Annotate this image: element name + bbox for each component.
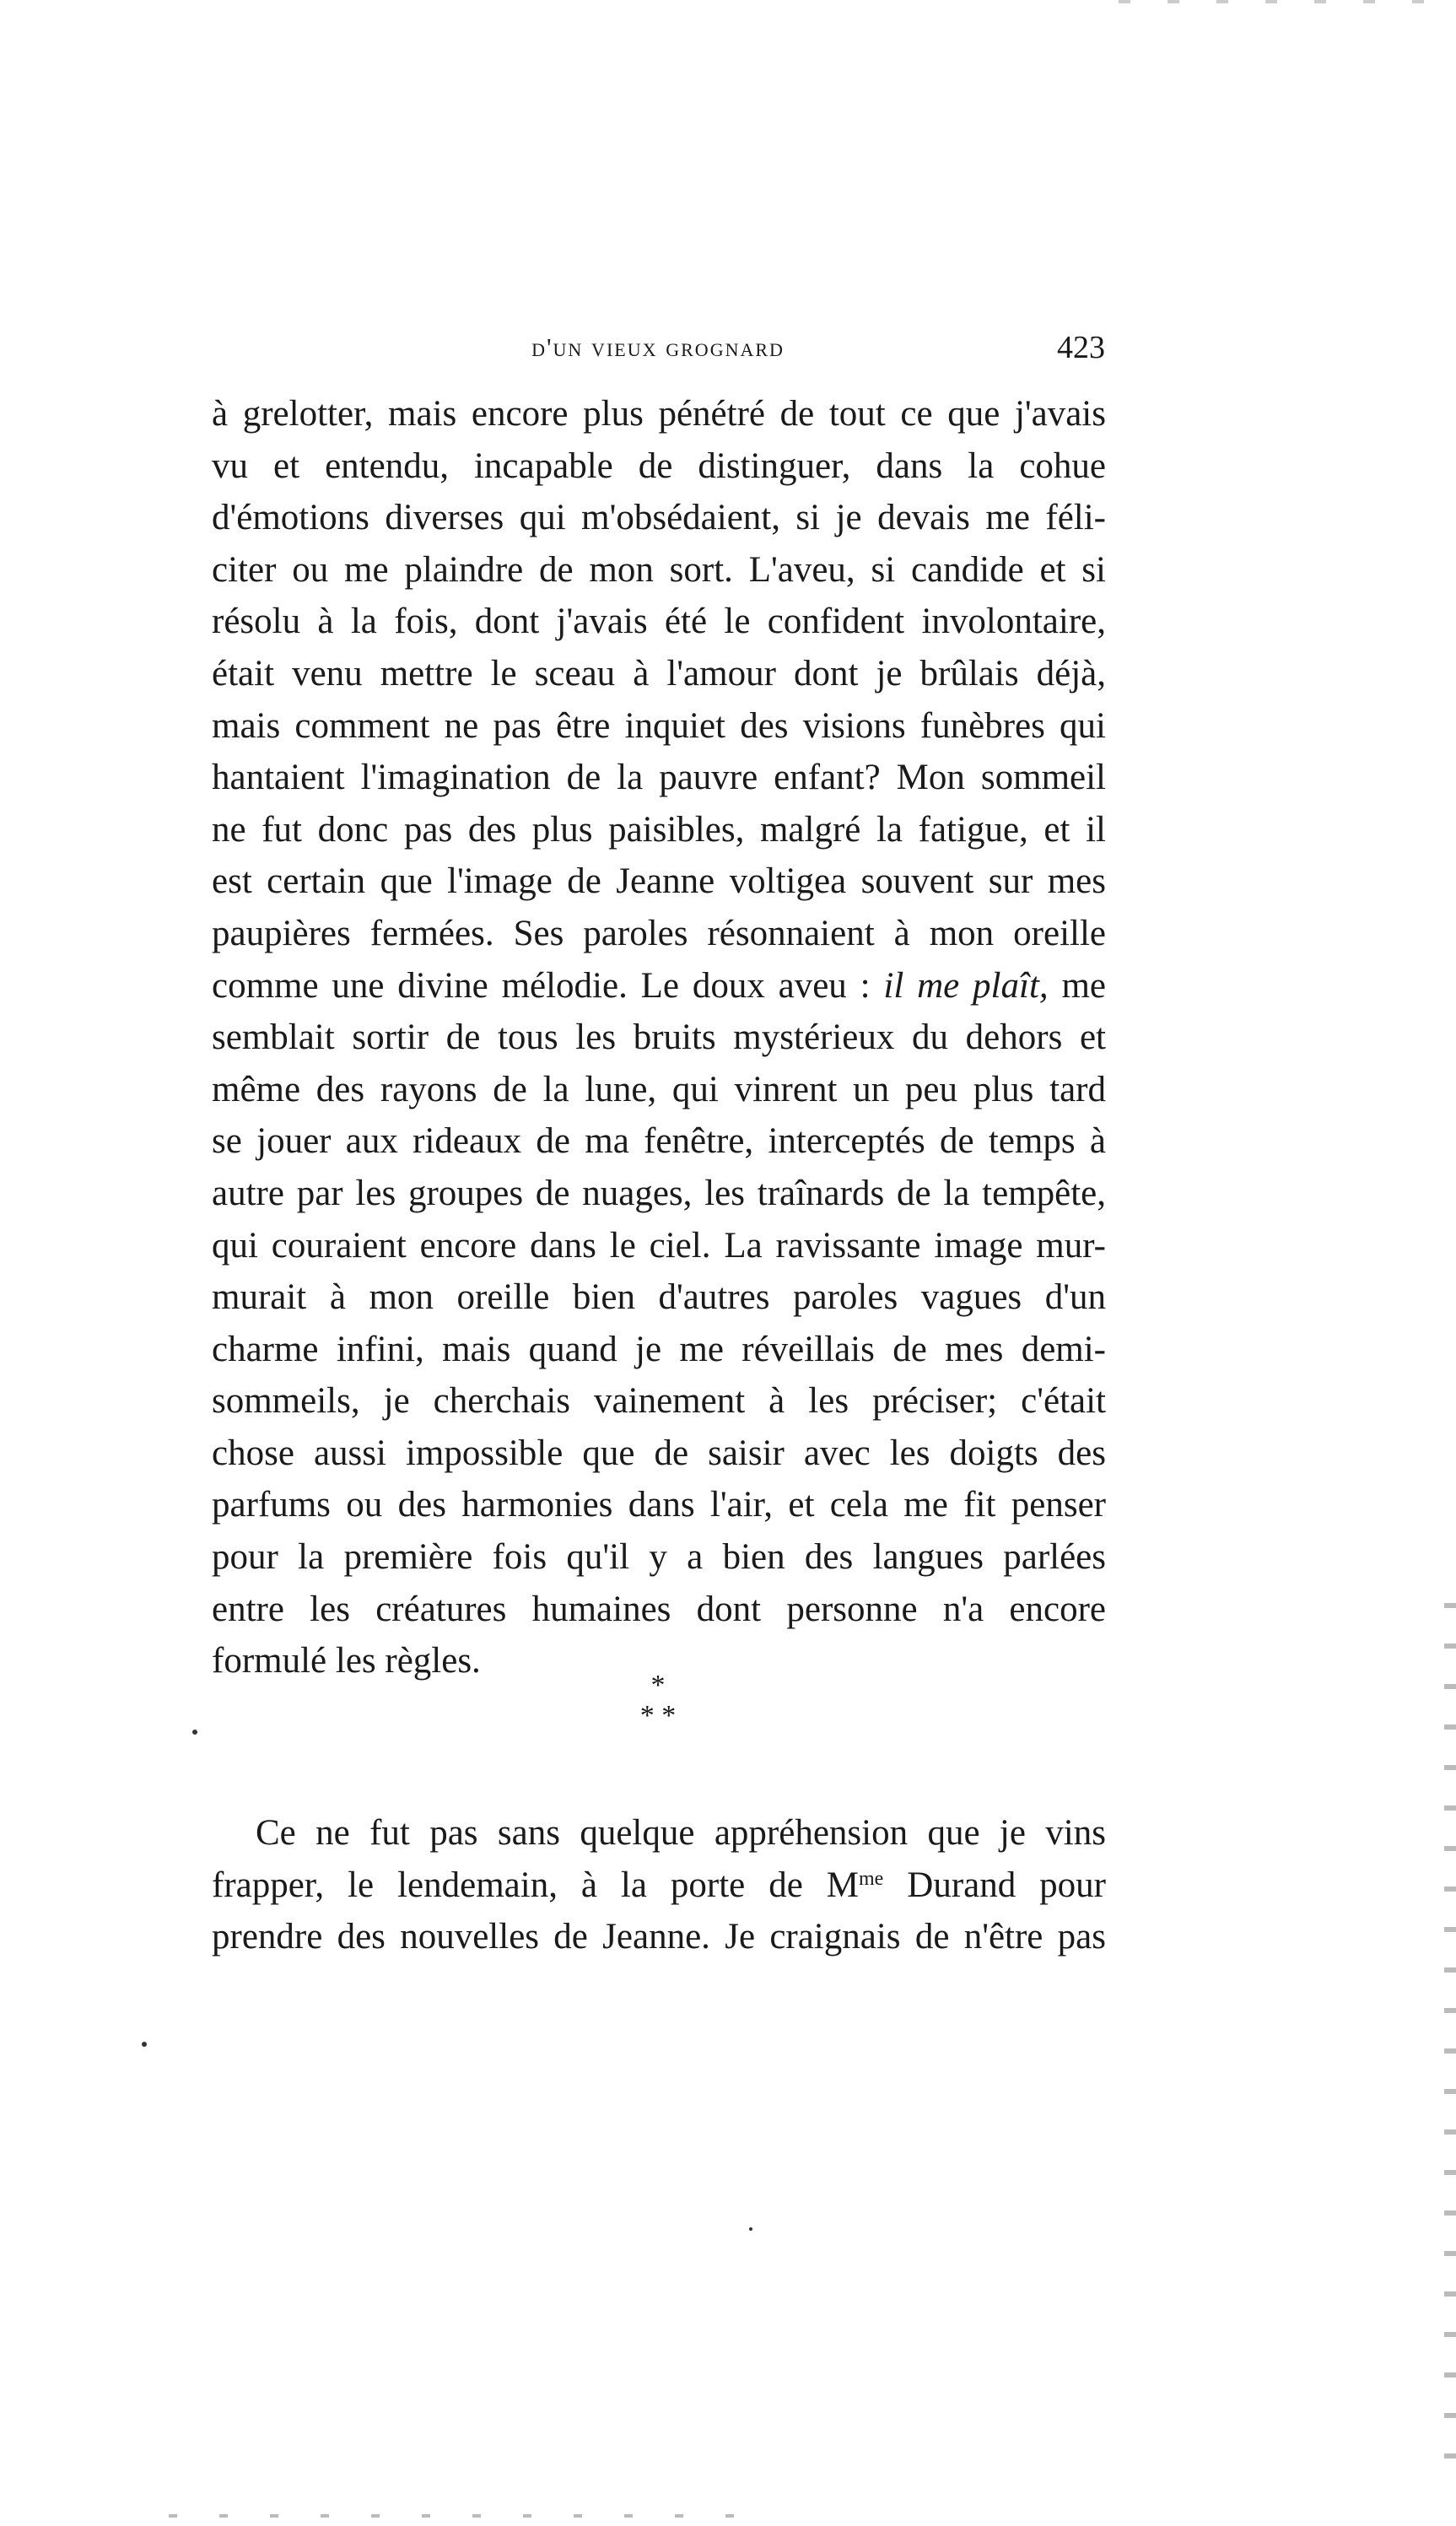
page-number: 423 [1057, 330, 1105, 365]
text-line: résolu à la fois, dont j'avais été le confident involontaire, [212, 602, 1106, 642]
text-line: se jouer aux rideaux de ma fenêtre, interceptés de temps à [212, 1121, 1106, 1162]
line-segment: frapper, le lendemain, à la porte de M [212, 1865, 859, 1905]
line-segment: comme une divine mélodie. Le doux aveu : [212, 965, 884, 1006]
line-segment: me [1048, 965, 1107, 1006]
text-line: chose aussi impossible que de saisir avec les doigts des [212, 1433, 1106, 1473]
line-segment: Durand pour [883, 1865, 1106, 1905]
text-line: vu et entendu, incapable de distinguer, dans la cohue [212, 445, 1106, 486]
text-line: à grelotter, mais encore plus pénétré de tout ce que j'avais [212, 394, 1106, 434]
text-line: entre les créatures humaines dont personne n'a encore [212, 1589, 1106, 1629]
text-line: même des rayons de la lune, qui vinrent un peu plus tard [212, 1069, 1106, 1109]
paragraph-1 [212, 388, 1106, 1687]
text-line: citer ou me plaindre de mon sort. L'aveu, si candide et si [212, 549, 1106, 590]
text-line: formulé les règles. [212, 1641, 481, 1681]
paragraph-2 [212, 1807, 1106, 1963]
text-line: qui couraient encore dans le ciel. La ravissante image mur- [212, 1225, 1106, 1266]
text-line: parfums ou des harmonies dans l'air, et cela me fit penser [212, 1485, 1106, 1525]
text-line: d'émotions diverses qui m'obsédaient, si je devais me féli- [212, 498, 1106, 538]
text-line: Ce ne fut pas sans quelque appréhension que je vins [256, 1813, 1106, 1853]
text-line: prendre des nouvelles de Jeanne. Je craignais de n'être pas [212, 1917, 1106, 1957]
text-line: charme infini, mais quand je me réveillais de mes demi- [212, 1329, 1106, 1369]
text-line: autre par les groupes de nuages, les traînards de la tempête, [212, 1173, 1106, 1213]
text-line: paupières fermées. Ses paroles résonnaient à mon oreille [212, 913, 1106, 953]
scan-speck [749, 2227, 752, 2231]
running-head [211, 329, 1105, 380]
scan-speck [192, 1730, 197, 1735]
text-line: hantaient l'imagination de la pauvre enfant? Mon sommeil [212, 758, 1106, 798]
scan-speck [142, 2042, 147, 2047]
scan-edge-marks-right [1444, 1603, 1456, 2489]
text-line: mais comment ne pas être inquiet des visions funèbres qui [212, 705, 1106, 746]
text-line [212, 1859, 1106, 1912]
asterisk-bottom: * * [639, 1700, 677, 1731]
text-line: est certain que l'image de Jeanne voltigea souvent sur mes [212, 861, 1106, 902]
text-line: ne fut donc pas des plus paisibles, malgré la fatigue, et il [212, 809, 1106, 850]
italic-phrase: il me plaît, [883, 965, 1049, 1006]
text-line: était venu mettre le sceau à l'amour dont je brûlais déjà, [212, 653, 1106, 694]
section-break-asterisks [620, 1671, 696, 1731]
text-line: semblait sortir de tous les bruits mystérieux du dehors et [212, 1017, 1106, 1058]
scan-edge-marks-bottom [169, 2514, 759, 2518]
running-title: d'un vieux grognard [531, 332, 785, 362]
text-line: sommeils, je cherchais vainement à les préciser; c'était [212, 1381, 1106, 1422]
text-line [212, 960, 1106, 1012]
scan-edge-marks-top [1119, 0, 1439, 3]
asterisk-top: * [650, 1670, 666, 1701]
text-line: pour la première fois qu'il y a bien des langues parlées [212, 1537, 1106, 1578]
superscript-abbreviation: me [858, 1867, 884, 1890]
text-line: murait à mon oreille bien d'autres paroles vagues d'un [212, 1277, 1106, 1318]
